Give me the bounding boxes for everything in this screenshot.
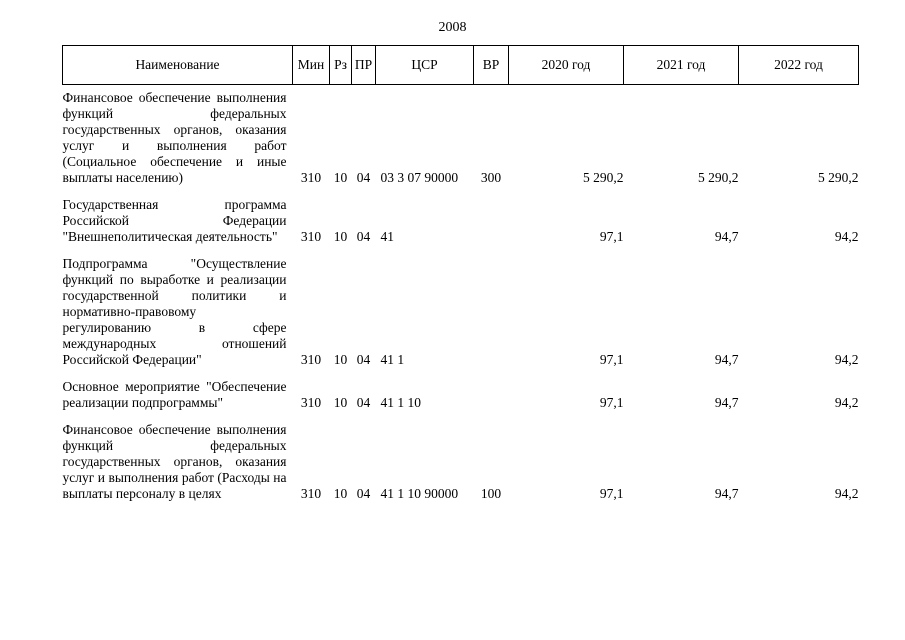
header-2022: 2022 год [739, 46, 859, 85]
row-2022: 5 290,2 [818, 170, 859, 185]
row-min: 310 [300, 352, 322, 367]
row-2020: 97,1 [599, 229, 624, 244]
page-number: 2008 [438, 20, 467, 35]
row-2021: 5 290,2 [698, 170, 739, 185]
row-vr: 300 [480, 170, 502, 185]
row-min: 310 [300, 170, 322, 185]
row-vr [474, 374, 509, 417]
row-pr: 04 [356, 395, 371, 410]
header-pr: ПР [352, 46, 376, 85]
header-csr: ЦСР [376, 46, 474, 85]
table-row [63, 251, 859, 374]
row-2022: 94,2 [834, 352, 859, 367]
row-vr [474, 251, 509, 374]
table-row [63, 417, 859, 508]
header-vr: ВР [474, 46, 509, 85]
row-csr: 41 1 [380, 352, 405, 367]
row-2022: 94,2 [834, 229, 859, 244]
row-pr: 04 [356, 352, 371, 367]
table-row [63, 374, 859, 417]
row-2022: 94,2 [834, 486, 859, 501]
row-rz: 10 [333, 170, 348, 185]
table-row [63, 192, 859, 251]
row-csr: 41 1 10 90000 [380, 486, 459, 501]
row-2021: 94,7 [714, 352, 739, 367]
budget-table [62, 45, 859, 508]
header-name: Наименование [63, 46, 293, 85]
row-2020: 97,1 [599, 352, 624, 367]
header-rz: Рз [330, 46, 352, 85]
row-name: Основное мероприятие "Обеспечение реализации подпрограммы" [62, 379, 287, 410]
row-2021: 94,7 [714, 229, 739, 244]
row-2020: 5 290,2 [583, 170, 624, 185]
row-name: Подпрограмма "Осуществление функций по выработке и реализации государственной политики и нормативно-правовому регулированию в сфере международных отношений Российской Федерации" [62, 256, 287, 367]
table-header-row [63, 46, 859, 85]
row-csr: 03 3 07 90000 [380, 170, 459, 185]
row-name: Финансовое обеспечение выполнения функций федеральных государственных органов, оказания услуг и выполнения работ (Расходы на выплаты персоналу в целях [62, 422, 287, 501]
row-pr: 04 [356, 229, 371, 244]
header-min: Мин [293, 46, 330, 85]
row-2020: 97,1 [599, 486, 624, 501]
table-row [63, 85, 859, 193]
row-2020: 97,1 [599, 395, 624, 410]
row-vr [474, 192, 509, 251]
row-rz: 10 [333, 352, 348, 367]
row-pr: 04 [356, 486, 371, 501]
row-name: Финансовое обеспечение выполнения функций федеральных государственных органов, оказания услуг и выполнения работ (Социальное обеспечение и иные выплаты населению) [62, 90, 287, 185]
row-min: 310 [300, 395, 322, 410]
row-2021: 94,7 [714, 395, 739, 410]
row-csr: 41 1 10 [380, 395, 421, 410]
row-pr: 04 [356, 170, 371, 185]
row-rz: 10 [333, 395, 348, 410]
row-min: 310 [300, 229, 322, 244]
header-2020: 2020 год [509, 46, 624, 85]
row-name: Государственная программа Российской Федерации "Внешнеполитическая деятельность" [62, 197, 287, 244]
row-rz: 10 [333, 229, 348, 244]
header-2021: 2021 год [624, 46, 739, 85]
row-rz: 10 [333, 486, 348, 501]
row-2022: 94,2 [834, 395, 859, 410]
row-vr: 100 [480, 486, 502, 501]
row-2021: 94,7 [714, 486, 739, 501]
row-min: 310 [300, 486, 322, 501]
row-csr: 41 [380, 229, 394, 244]
